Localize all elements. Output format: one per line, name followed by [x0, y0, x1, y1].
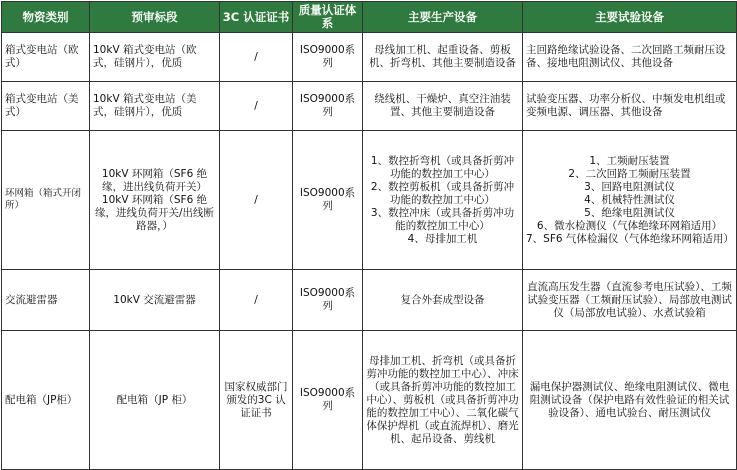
row-production-equipment: 母线加工机、起重设备、剪板机、折弯机、其他主要制造设备	[363, 33, 523, 82]
row-prequal: 10kV 箱式变电站（美式，硅钢片），优质	[90, 82, 220, 131]
row-3c-cert: /	[220, 82, 293, 131]
row-3c-cert: /	[220, 131, 293, 270]
table-row	[2, 270, 737, 331]
header-quality-system: 质量认证体系	[293, 2, 363, 33]
row-3c-cert: /	[220, 270, 293, 331]
header-testing-equipment: 主要试验设备	[523, 2, 737, 33]
row-prequal: 10kV 箱式变电站（欧式，硅钢片），优质	[90, 33, 220, 82]
row-production-equipment: 复合外套成型设备	[363, 270, 523, 331]
row-3c-cert: 国家权威部门颁发的3C 认证证书	[220, 331, 293, 470]
table-row	[2, 331, 737, 470]
row-category: 箱式变电站（欧式）	[2, 33, 90, 82]
row-quality-system: ISO9000系列	[293, 331, 363, 470]
row-testing-equipment: 试验变压器、功率分析仪、中频发电机组或变频电源、调压器、其他设备	[523, 82, 737, 131]
row-testing-equipment: 1、工频耐压装置 2、二次回路工频耐压装置 3、回路电阻测试仪 4、机械特性测试仪 5、绝缘电阻测试仪 6、微水检测仪（气体绝缘环网箱适用） 7、SF6 气体检漏仪（气体绝缘环网箱适用）	[523, 131, 737, 270]
row-quality-system: ISO9000系列	[293, 270, 363, 331]
row-3c-cert: /	[220, 33, 293, 82]
header-3c-cert: 3C 认证证书	[220, 2, 293, 33]
row-production-equipment: 母排加工机、折弯机（或具备折剪冲功能的数控加工中心）、冲床（或具备折剪冲功能的数控加工中心）、剪板机（或具备折剪冲功能的数控加工中心）、二氧化碳气体保护焊机（或直流焊机）、磨光机、起吊设备、剪线机	[363, 331, 523, 470]
table-row	[2, 33, 737, 82]
row-testing-equipment: 主回路绝缘试验设备、二次回路工频耐压设备、接地电阻测试仪、其他设备	[523, 33, 737, 82]
header-prequal: 预审标段	[90, 2, 220, 33]
header-production-equipment: 主要生产设备	[363, 2, 523, 33]
table-row	[2, 131, 737, 270]
equipment-table	[1, 1, 737, 470]
row-category: 箱式变电站（美式）	[2, 82, 90, 131]
row-testing-equipment: 漏电保护器测试仪、绝缘电阻测试仪、微电阻测试设备（保护电路有效性验证的相关试验设备）、通电试验台、耐压测试仪	[523, 331, 737, 470]
row-category: 配电箱（JP柜）	[2, 331, 90, 470]
row-quality-system: ISO9000系列	[293, 82, 363, 131]
row-quality-system: ISO9000系列	[293, 131, 363, 270]
row-prequal: 10kV 交流避雷器	[90, 270, 220, 331]
row-production-equipment: 绕线机、干燥炉、真空注油装置、其他主要制造设备	[363, 82, 523, 131]
row-production-equipment: 1、数控折弯机（或具备折剪冲功能的数控加工中心） 2、数控剪板机（或具备折剪冲功能的数控加工中心） 3、数控冲床（或具备折剪冲功能的数控加工中心） 4、母排加工机	[363, 131, 523, 270]
row-category: 交流避雷器	[2, 270, 90, 331]
row-testing-equipment: 直流高压发生器（直流参考电压试验）、工频试验变压器（工频耐压试验）、局部放电测试仪（局部放电试验）、水煮试验箱	[523, 270, 737, 331]
table-row	[2, 82, 737, 131]
header-row	[2, 2, 737, 33]
row-prequal: 10kV 环网箱（SF6 绝缘，进出线负荷开关） 10kV 环网箱（SF6 绝缘，进线负荷开关/出线断路器，）	[90, 131, 220, 270]
header-category: 物资类别	[2, 2, 90, 33]
row-quality-system: ISO9000系列	[293, 33, 363, 82]
row-prequal: 配电箱（JP 柜）	[90, 331, 220, 470]
row-category: 环网箱（箱式开闭所）	[2, 131, 90, 270]
